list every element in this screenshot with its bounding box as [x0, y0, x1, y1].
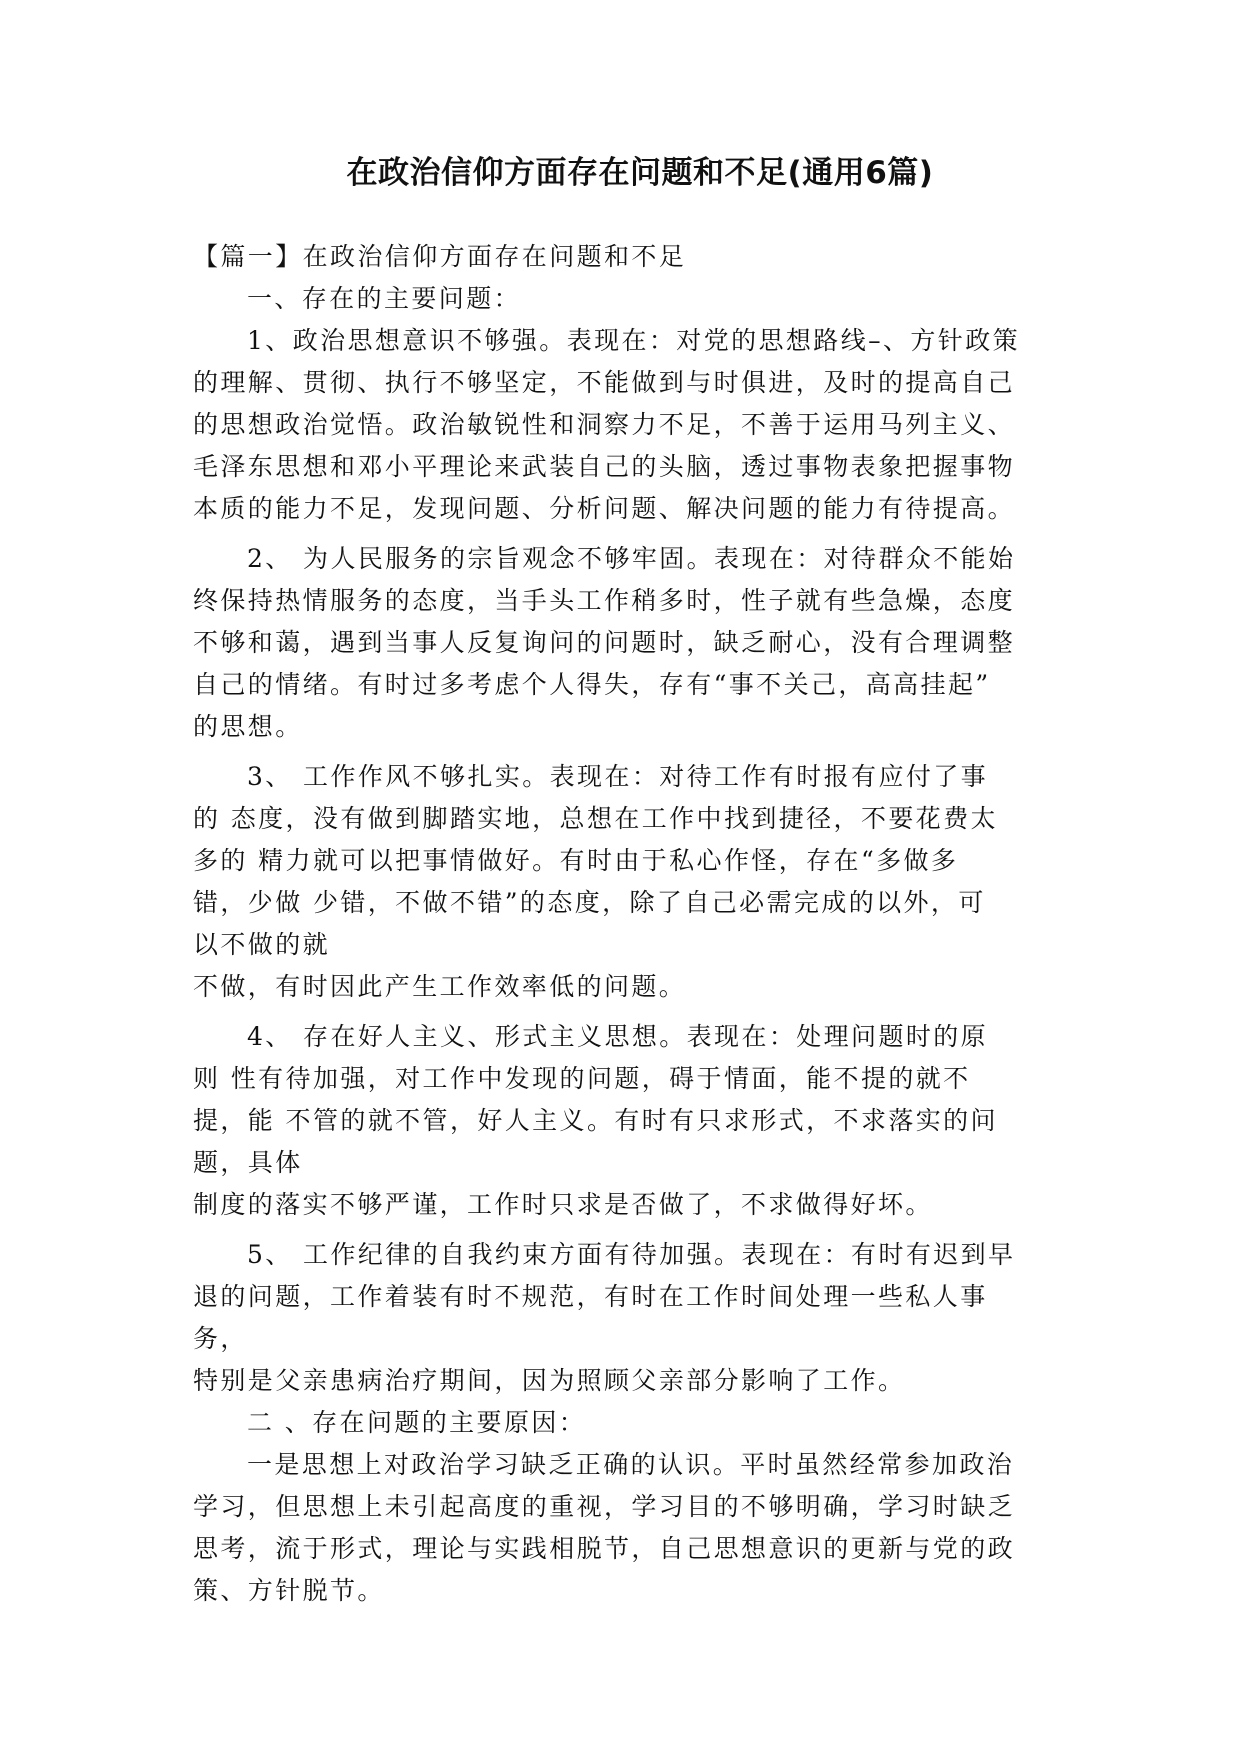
paragraph-line: 的思想。 [193, 712, 303, 741]
paragraph-line: 4、 存在好人主义、形式主义思想。表现在：处理问题时的原 [247, 1022, 989, 1051]
paragraph-line: 不做，有时因此产生工作效率低的问题。 [193, 972, 687, 1001]
paragraph-line: 则 性有待加强，对工作中发现的问题，碍于情面，能不提的就不 [193, 1064, 971, 1093]
paragraph-line: 5、 工作纪律的自我约束方面有待加强。表现在：有时有迟到早 [247, 1240, 1016, 1269]
paragraph-line: 一是思想上对政治学习缺乏正确的认识。平时虽然经常参加政治 [247, 1450, 1015, 1479]
paragraph-line: 3、 工作作风不够扎实。表现在：对待工作有时报有应付了事 [247, 762, 989, 791]
paragraph-line: 的理解、贯彻、执行不够坚定，不能做到与时俱进，及时的提高自己 [193, 368, 1016, 397]
paragraph-line: 制度的落实不够严谨，工作时只求是否做了，不求做得好坏。 [193, 1190, 933, 1219]
paragraph-line: 的思想政治觉悟。政治敏锐性和洞察力不足，不善于运用马列主义、 [193, 410, 1016, 439]
paragraph-line: 提，能 不管的就不管，好人主义。有时有只求形式，不求落实的问 [193, 1106, 998, 1135]
paragraph-line: 自己的情绪。有时过多考虑个人得失，存有“事不关己，高高挂起” [193, 670, 991, 699]
paragraph-line: 学习，但思想上未引起高度的重视，学习目的不够明确，学习时缺乏 [193, 1492, 1016, 1521]
paragraph-line: 本质的能力不足，发现问题、分析问题、解决问题的能力有待提高。 [193, 494, 1016, 523]
paragraph-line: 终保持热情服务的态度，当手头工作稍多时，性子就有些急燥，态度 [193, 586, 1016, 615]
section-heading: 【篇一】在政治信仰方面存在问题和不足 [193, 242, 687, 271]
document-body [193, 236, 1053, 1612]
paragraph-line: 思考，流于形式，理论与实践相脱节，自己思想意识的更新与党的政 [193, 1534, 1016, 1563]
paragraph-line: 的 态度，没有做到脚踏实地，总想在工作中找到捷径，不要花费太 [193, 804, 998, 833]
subsection-heading: 二 、存在问题的主要原因： [247, 1408, 587, 1437]
paragraph-line: 策、方针脱节。 [193, 1576, 385, 1605]
paragraph-line: 务， [193, 1324, 248, 1353]
paragraph-line: 1、政治思想意识不够强。表现在：对党的思想路线–、方针政策 [247, 326, 1021, 355]
paragraph-line: 多的 精力就可以把事情做好。有时由于私心作怪，存在“多做多 [193, 846, 959, 875]
paragraph-line: 题，具体 [193, 1148, 303, 1177]
document-title: 在政治信仰方面存在问题和不足(通用6篇) [346, 155, 934, 191]
paragraph-line: 不够和蔼，遇到当事人反复询问的问题时，缺乏耐心，没有合理调整 [193, 628, 1016, 657]
paragraph-line: 毛泽东思想和邓小平理论来武装自己的头脑，透过事物表象把握事物 [193, 452, 1016, 481]
subsection-heading: 一、存在的主要问题： [247, 284, 522, 313]
paragraph-line: 错，少做 少错，不做不错”的态度，除了自己必需完成的以外，可 [193, 888, 986, 917]
paragraph-line: 以不做的就 [193, 930, 331, 959]
paragraph-line: 退的问题，工作着装有时不规范，有时在工作时间处理一些私人事 [193, 1282, 988, 1311]
paragraph-line: 特别是父亲患病治疗期间，因为照顾父亲部分影响了工作。 [193, 1366, 906, 1395]
paragraph-line: 2、 为人民服务的宗旨观念不够牢固。表现在：对待群众不能始 [247, 544, 1016, 573]
